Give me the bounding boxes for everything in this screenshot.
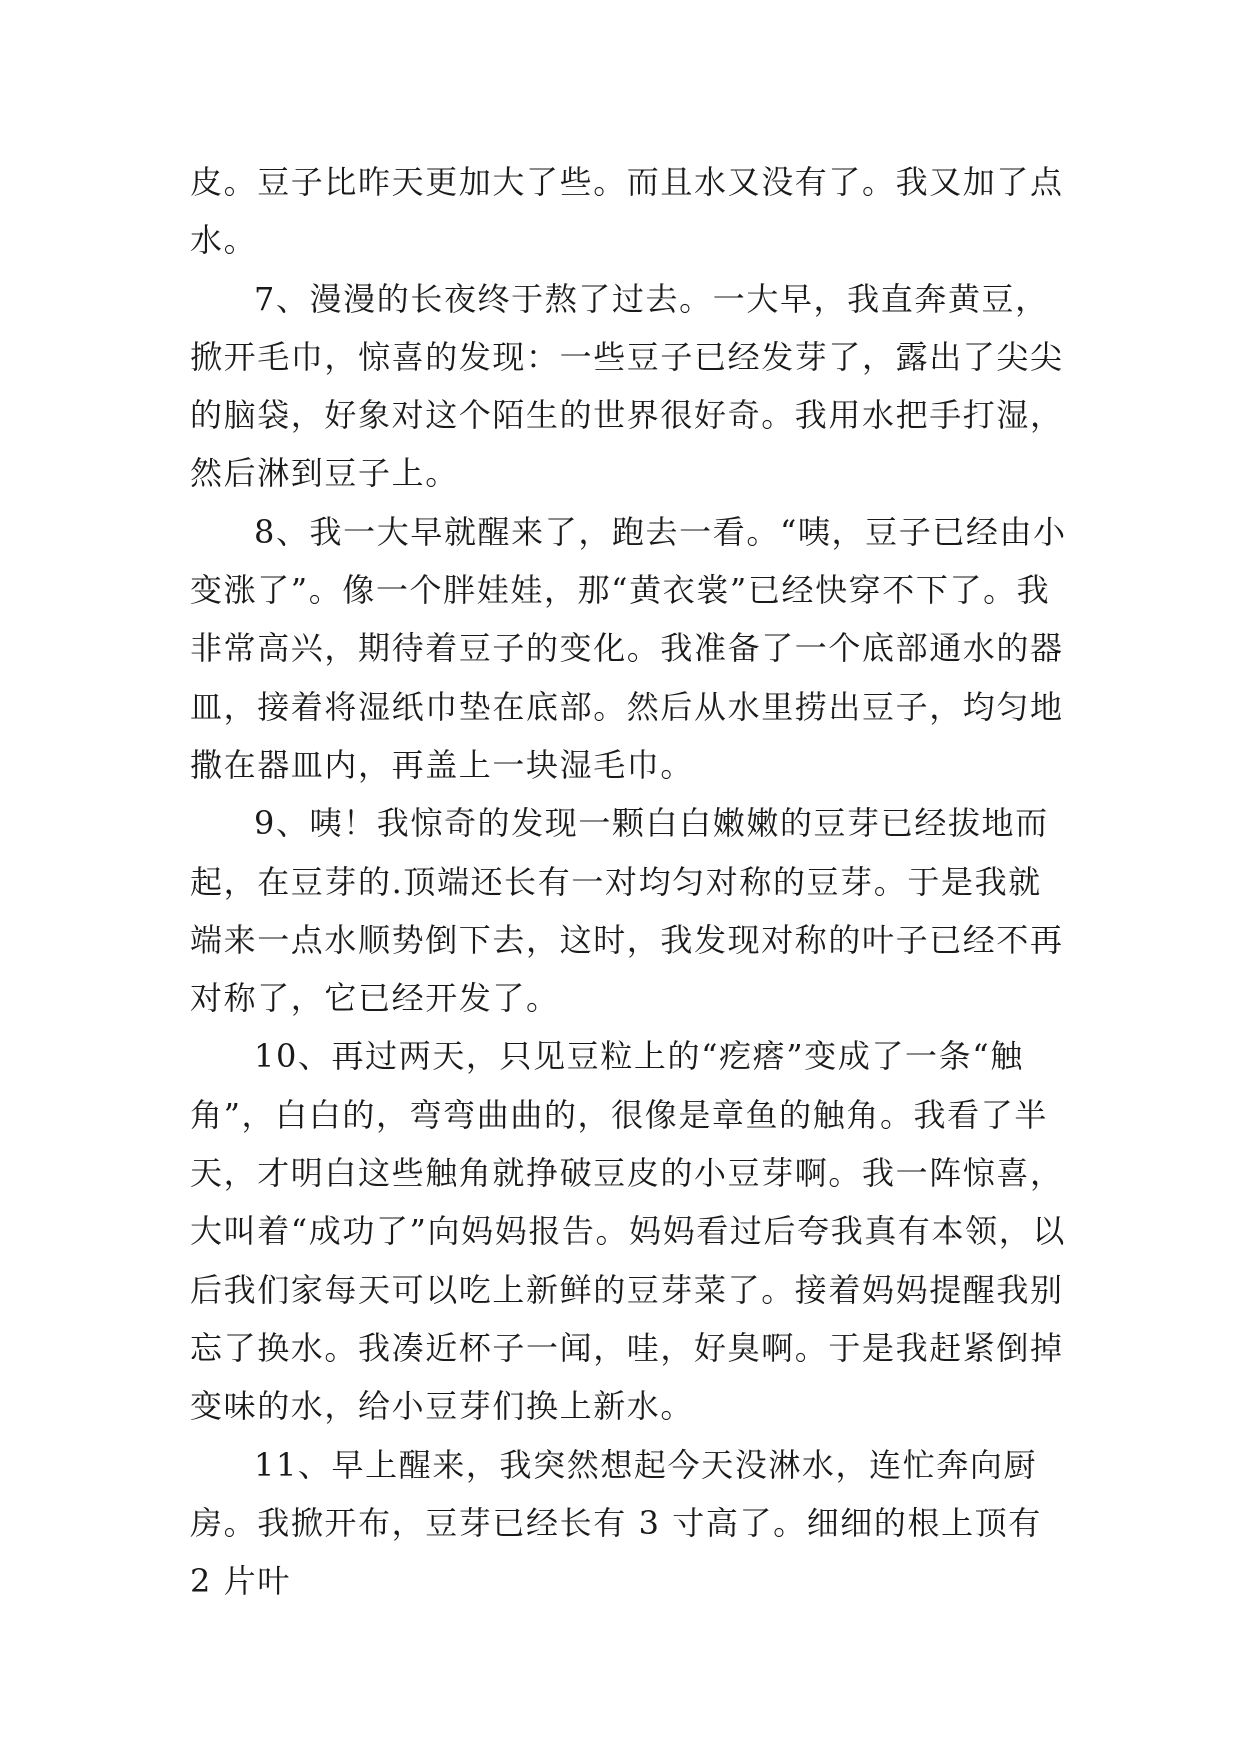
paragraph-4: 9、咦！我惊奇的发现一颗白白嫩嫩的豆芽已经拔地而起，在豆芽的.顶端还长有一对均匀对称的豆芽。于是我就端来一点水顺势倒下去，这时，我发现对称的叶子已经不再对称了，它已经开发了。 (190, 804, 1064, 1018)
paragraph-5: 10、再过两天，只见豆粒上的“疙瘩”变成了一条“触角”，白白的，弯弯曲曲的，很像是章鱼的触角。我看了半天，才明白这些触角就挣破豆皮的小豆芽啊。我一阵惊喜，大叫着“成功了”向妈妈报告。妈妈看过后夸我真有本领，以后我们家每天可以吃上新鲜的豆芽菜了。接着妈妈提醒我别忘了换水。我凑近杯子一闻，哇，好臭啊。于是我赶紧倒掉变味的水，给小豆芽们换上新水。 (190, 1037, 1066, 1426)
paragraph-2: 7、漫漫的长夜终于熬了过去。一大早，我直奔黄豆，掀开毛巾，惊喜的发现：一些豆子已经发芽了，露出了尖尖的脑袋，好象对这个陌生的世界很好奇。我用水把手打湿，然后淋到豆子上。 (190, 279, 1064, 493)
paragraph-1: 皮。豆子比昨天更加大了些。而且水又没有了。我又加了点水。 (190, 163, 1064, 260)
paragraph-3: 8、我一大早就醒来了，跑去一看。“咦，豆子已经由小变涨了”。像一个胖娃娃，那“黄衣裳”已经快穿不下了。我非常高兴，期待着豆子的变化。我准备了一个底部通水的器皿，接着将湿纸巾垫在底部。然后从水里捞出豆子，均匀地撒在器皿内，再盖上一块湿毛巾。 (190, 512, 1067, 784)
paragraph-6: 11、早上醒来，我突然想起今天没淋水，连忙奔向厨房。我掀开布，豆芽已经长有 3 寸高了。细细的根上顶有 2 片叶 (190, 1445, 1042, 1601)
document-body (190, 153, 1070, 1610)
